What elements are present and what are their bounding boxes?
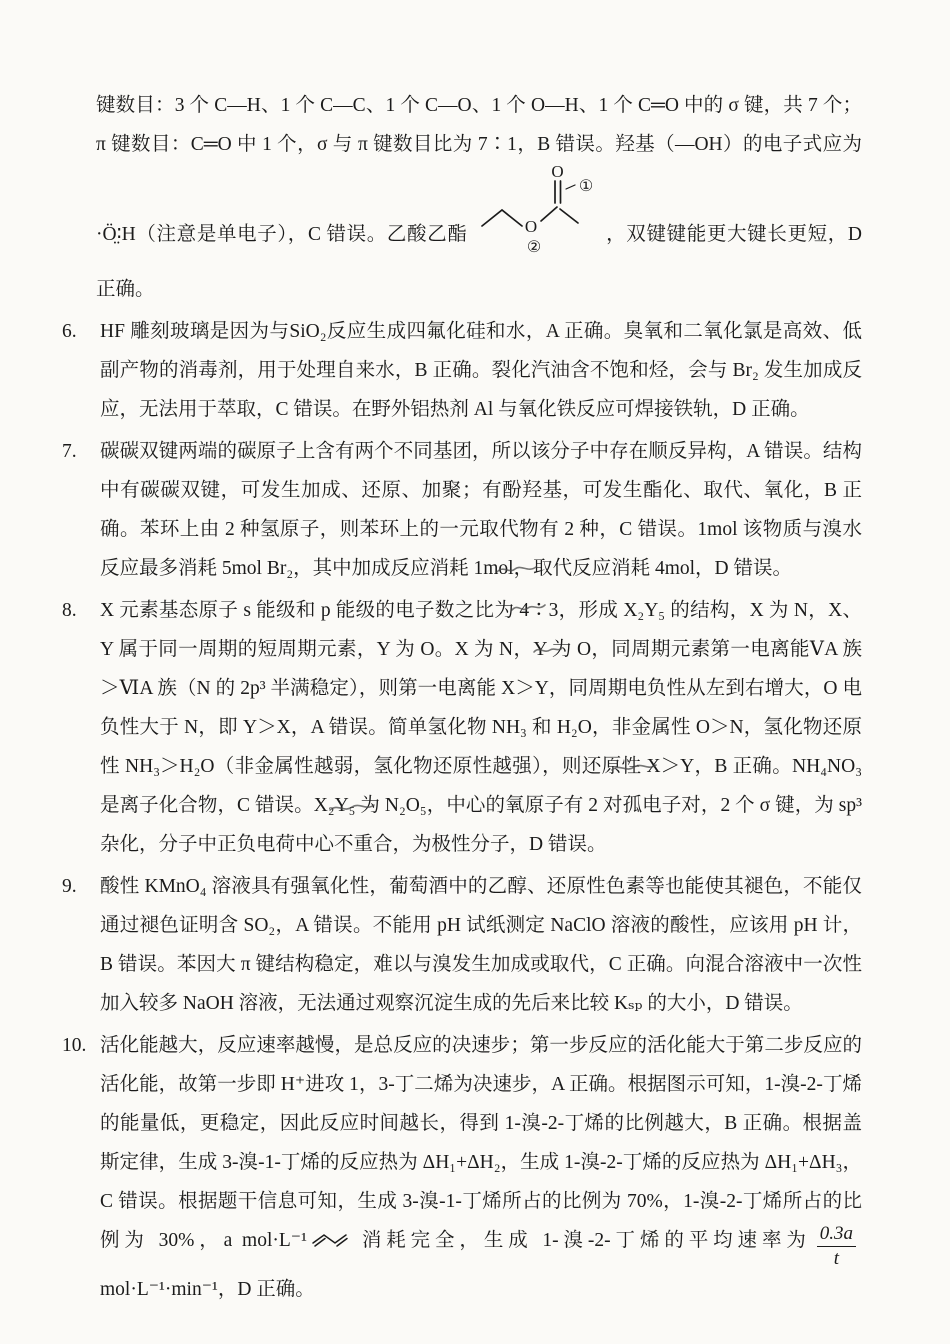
- item-10-text-part1: 活化能越大，反应速率越慢，是总反应的决速步；第一步反应的活化能大于第二步反应的活化能，故第一步即 H⁺进攻 1，3-丁二烯为决速步，A 正确。根据图示可知，1-溴-2-丁烯的能量低，更稳定，因此反应时间越长，得到 1-溴-2-丁烯的比例越大，B 正确。根据盖斯定律，生成 3-溴-1-丁烯的反应热为 ΔH₁+ΔH₂，生成 1-溴-2-丁烯的反应热为 ΔH₁+ΔH₃，C 错误。根据题干信息可知，生成 3-溴-1-丁烯所占的比例为 70%，1-溴-2-丁烯所占的比例为 30%，a mol·L⁻¹: [100, 1035, 862, 1251]
- butadiene-structure: [311, 1223, 353, 1262]
- label1-pointer-line: [566, 185, 575, 189]
- c-methyl-bond: [560, 209, 578, 223]
- item-text: HF 雕刻玻璃是因为与SiO₂反应生成四氟化硅和水，A 正确。臭氧和二氧化氯是高效、低副产物的消毒剂，用于处理自来水，B 正确。裂化汽油含不饱和烃，会与 Br₂ 发生加成反应，无法用于萃取，C 错误。在野外铝热剂 Al 与氧化铁反应可焊接铁轨，D 正确。: [100, 321, 862, 420]
- page-content: [62, 86, 862, 1312]
- fraction-denominator: t: [833, 1248, 840, 1269]
- butadiene-skeletal-drawing: [311, 1230, 353, 1248]
- item-text: [100, 1026, 862, 1309]
- ethyl-acetate-skeletal-drawing: [474, 164, 600, 256]
- zigzag-bonds: [313, 1235, 346, 1243]
- item-5-text-part3: ，双键键能更大键长更短，D 正确。: [96, 224, 862, 300]
- item-text: 碳碳双键两端的碳原子上含有两个不同基团，所以该分子中存在顺反异构，A 错误。结构中有碳碳双键，可发生加成、还原、加聚；有酚羟基，可发生酯化、取代、氧化，B 正确。苯环上由 2 种氢原子，则苯环上的一元取代物有 2 种，C 错误。1mol 该物质与溴水反应最多消耗 5mol Br₂，其中加成反应消耗 1mol，取代反应消耗 4mol，D 错误。: [100, 441, 862, 579]
- item-number: 7.: [62, 441, 77, 462]
- ester-oxygen-atom: O: [524, 217, 537, 236]
- item-text: 酸性 KMnO₄ 溶液具有强氧化性，葡萄酒中的乙醇、还原性色素等也能使其褪色，不能仅通过褪色证明含 SO₂，A 错误。不能用 pH 试纸测定 NaClO 溶液的酸性，应该用 pH 计，B 错误。苯因大 π 键结构稳定，难以与溴发生加成或取代，C 正确。向混合溶液中一次性加入较多 NaOH 溶液，无法通过观察沉淀生成的先后来比较 Kₛₚ 的大小，D 错误。: [100, 876, 862, 1014]
- item-10-text-part3: mol·L⁻¹·min⁻¹，D 正确。: [100, 1278, 315, 1300]
- item-number: 10.: [62, 1035, 87, 1056]
- answer-item-5-continuation: [62, 86, 862, 309]
- answer-item-10: [62, 1026, 862, 1309]
- item-5-text-part2: （注意是单电子），C 错误。乙酸乙酯: [135, 224, 468, 245]
- item-number: 9.: [62, 876, 77, 897]
- item-10-text-part2: 消耗完全，生成 1-溴-2-丁烯的平均速率为: [356, 1230, 811, 1251]
- ethyl-acetate-structure: [474, 164, 600, 270]
- answer-item-9: [62, 867, 862, 1023]
- carbonyl-oxygen-atom: O: [550, 164, 564, 181]
- fraction-numerator: 0.3a: [817, 1224, 856, 1247]
- o-c-bond: [541, 207, 557, 221]
- label-1-circled: ①: [578, 178, 593, 195]
- item-number: 6.: [62, 321, 77, 342]
- answer-item-7: [62, 432, 862, 588]
- answer-item-6: [62, 312, 862, 429]
- answer-item-8: [62, 591, 862, 864]
- ethyl-group-bonds: [482, 210, 522, 226]
- item-5-text-part1: 键数目：3 个 C—H、1 个 C—C、1 个 C—O、1 个 O—H、1 个 C═O 中的 σ 键，共 7 个；π 键数目：C═O 中 1 个，σ 与 π 键数目比为 7∶1，B 错误。羟基（—OH）的电子式应为 ·Ö̤∶H: [96, 95, 862, 245]
- item-number: 8.: [62, 600, 77, 621]
- label-2-circled: ②: [526, 239, 541, 256]
- item-text: X 元素基态原子 s 能级和 p 能级的电子数之比为 4∶3，形成 X₂Y₅ 的结构，X 为 N，X、Y 属于同一周期的短周期元素，Y 为 O。X 为 N，Y 为 O，同周期元素第一电离能ⅤA 族＞ⅥA 族（N 的 2p³ 半满稳定），则第一电离能 X＞Y，同周期电负性从左到右增大，O 电负性大于 N，即 Y＞X，A 错误。简单氢化物 NH₃ 和 H₂O，非金属性 O＞N，氢化物还原性 NH₃＞H₂O（非金属性越弱，氢化物还原性越强），则还原性 X＞Y，B 正确。NH₄NO₃ 是离子化合物，C 错误。X₂Y₅ 为 N₂O₅，中心的氧原子有 2 对孤电子对，2 个 σ 键，为 sp³ 杂化，分子中正负电荷中心不重合，为极性分子，D 错误。: [100, 600, 862, 855]
- rate-fraction: [817, 1224, 856, 1270]
